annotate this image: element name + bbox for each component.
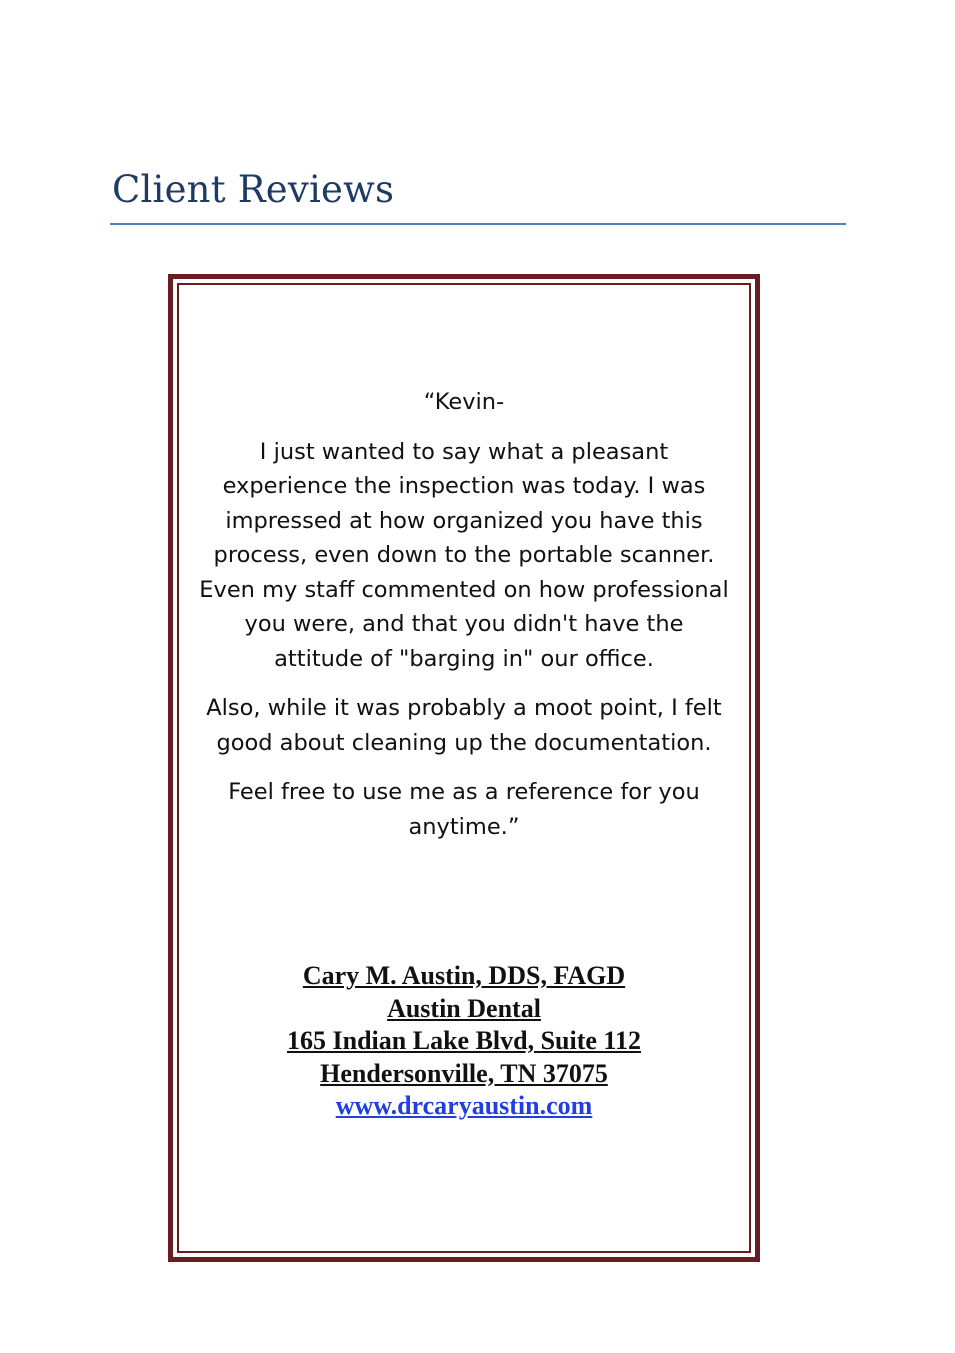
page-title: Client Reviews [112,168,395,211]
signature-practice: Austin Dental [387,993,541,1023]
signature-address: 165 Indian Lake Blvd, Suite 112 [287,1026,641,1055]
quote-paragraph-reference: Feel free to use me as a reference for you anytime.” [228,779,700,840]
quote-paragraph-documentation: Also, while it was probably a moot point, I felt good about cleaning up the documentation. [206,695,722,756]
testimonial-quote [199,385,729,859]
testimonial-inner-border [177,283,751,1253]
signature-block [179,960,749,1123]
title-underline-rule [110,223,846,225]
website-link[interactable]: www.drcaryaustin.com [335,1091,593,1120]
quote-paragraph-experience: I just wanted to say what a pleasant experience the inspection was today. I was impressed at how organized you have this process, even down to the portable scanner. Even my staff commented on how professional you were, and that you didn't have the attitude of "barging in" our office. [199,438,729,672]
signature-city-state-zip: Hendersonville, TN 37075 [320,1058,608,1088]
quote-salutation: “Kevin- [423,389,505,415]
testimonial-frame [168,274,760,1262]
signature-name: Cary M. Austin, DDS, FAGD [302,961,626,990]
